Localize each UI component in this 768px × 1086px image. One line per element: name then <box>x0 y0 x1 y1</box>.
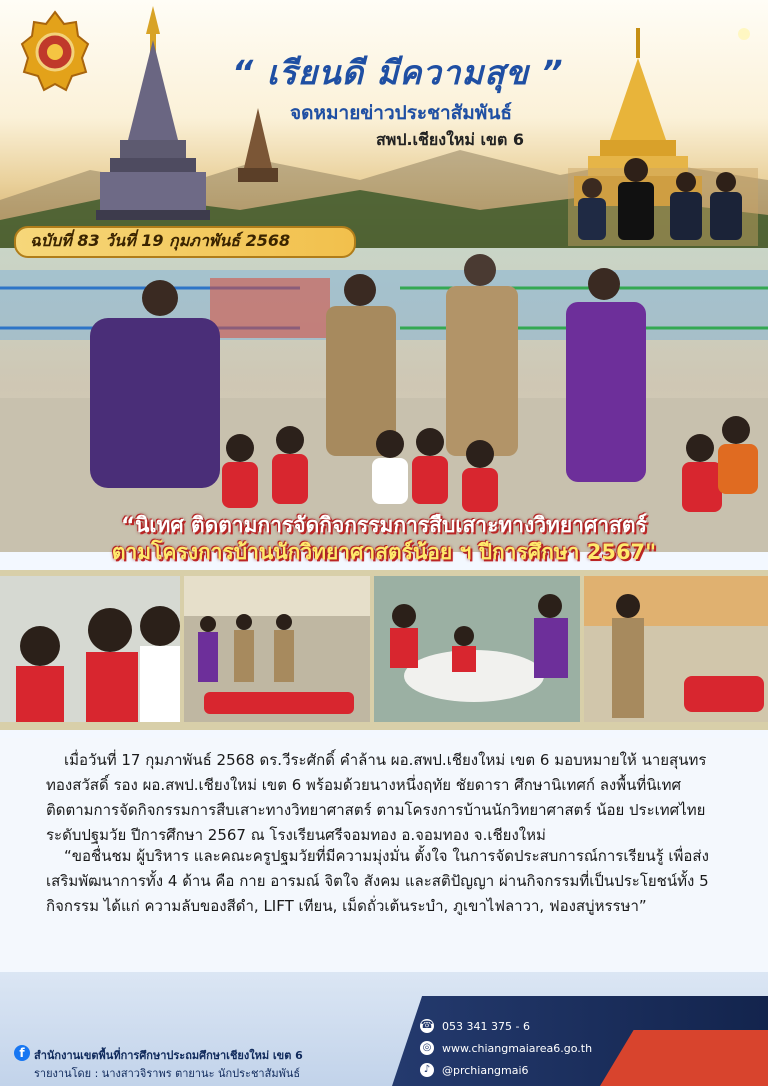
facebook-icon[interactable]: f <box>14 1045 30 1061</box>
phone-icon: ☎ <box>420 1020 434 1031</box>
office-name: สพป.เชียงใหม่ เขต 6 <box>376 130 525 149</box>
article-headline <box>0 512 768 566</box>
strip-photo-3 <box>374 576 580 722</box>
main-activity-photo <box>0 248 768 552</box>
issue-number-date: ฉบับที่ 83 วันที่ 19 กุมภาพันธ์ 2568 <box>30 231 291 250</box>
contact-tiktok-link[interactable]: @prchiangmai6 <box>442 1064 529 1077</box>
contact-phone[interactable]: 053 341 375 - 6 <box>442 1020 530 1033</box>
classroom-scene-illustration <box>0 248 768 552</box>
pagoda-small <box>238 108 278 182</box>
strip-photo-1 <box>0 576 180 722</box>
headline-line-2: ตามโครงการบ้านนักวิทยาศาสตร์น้อย ฯ ปีการศึกษา 2567" <box>111 540 657 564</box>
strip-photo-2 <box>184 576 370 722</box>
reporter-credit: รายงานโดย : นางสาวจิราพร ตายานะ นักประชาสัมพันธ์ <box>34 1067 301 1080</box>
photo-strip <box>0 570 768 730</box>
strip-photo-4 <box>584 576 768 722</box>
article-paragraph-2: “ขอชื่นชม ผู้บริหาร และคณะครูปฐมวัยที่มีความมุ่งมั่น ตั้งใจ ในการจัดประสบการณ์การเรียนรู้ เพื่อส่งเสริมพัฒนาการทั้ง 4 ด้าน คือ กาย อารมณ์ จิตใจ สังคม และสติปัญญา ผ่านกิจกรรมที่เป็นประโยชน์ทั้ง 5 กิจกรรม ได้แก่ ความลับของสีดำ, LIFT เทียน, เม็ดถั่วเต้นระบำ, ภูเขาไฟลาวา, ฟองสบู่หรรษา” <box>46 847 709 915</box>
motto-title: “ เรียนดี มีความสุข ” <box>232 53 564 92</box>
newsletter-title: จดหมายข่าวประชาสัมพันธ์ <box>290 102 512 124</box>
globe-icon: ◎ <box>420 1041 434 1055</box>
office-emblem-icon <box>18 10 92 96</box>
organization-name: สำนักงานเขตพื้นที่การศึกษาประถมศึกษาเชียงใหม่ เขต 6 <box>34 1049 303 1062</box>
headline-line-1: “นิเทศ ติดตามการจัดกิจกรรมการสืบเสาะทางวิทยาศาสตร์ <box>121 513 647 537</box>
newsletter-header <box>0 0 768 262</box>
pagoda-left <box>96 6 210 220</box>
article-paragraph-1: เมื่อวันที่ 17 กุมภาพันธ์ 2568 ดร.วีระศักดิ์ คำล้าน ผอ.สพป.เชียงใหม่ เขต 6 มอบหมายให้ นายสุนทร ทองสวัสดิ์ รอง ผอ.สพป.เชียงใหม่ เขต 6 พร้อมด้วยนางหนึ่งฤทัย ชัยดารา ศึกษานิเทศก์ ลงพื้นที่นิเทศ ติดตามการจัดกิจกรรมการสืบเสาะทางวิทยาศาสตร์ ตามโครงการบ้านนักวิทยาศาสตร์ น้อย ประเทศไทย ระดับปฐมวัย ปีการศึกษา 2567 ณ โรงเรียนศรีจอมทอง อ.จอมทอง จ.เชียงใหม่ <box>46 751 707 844</box>
contact-website-link[interactable]: www.chiangmaiarea6.go.th <box>442 1042 593 1055</box>
tiktok-icon: ♪ <box>420 1063 434 1077</box>
staff-portraits <box>568 158 758 246</box>
